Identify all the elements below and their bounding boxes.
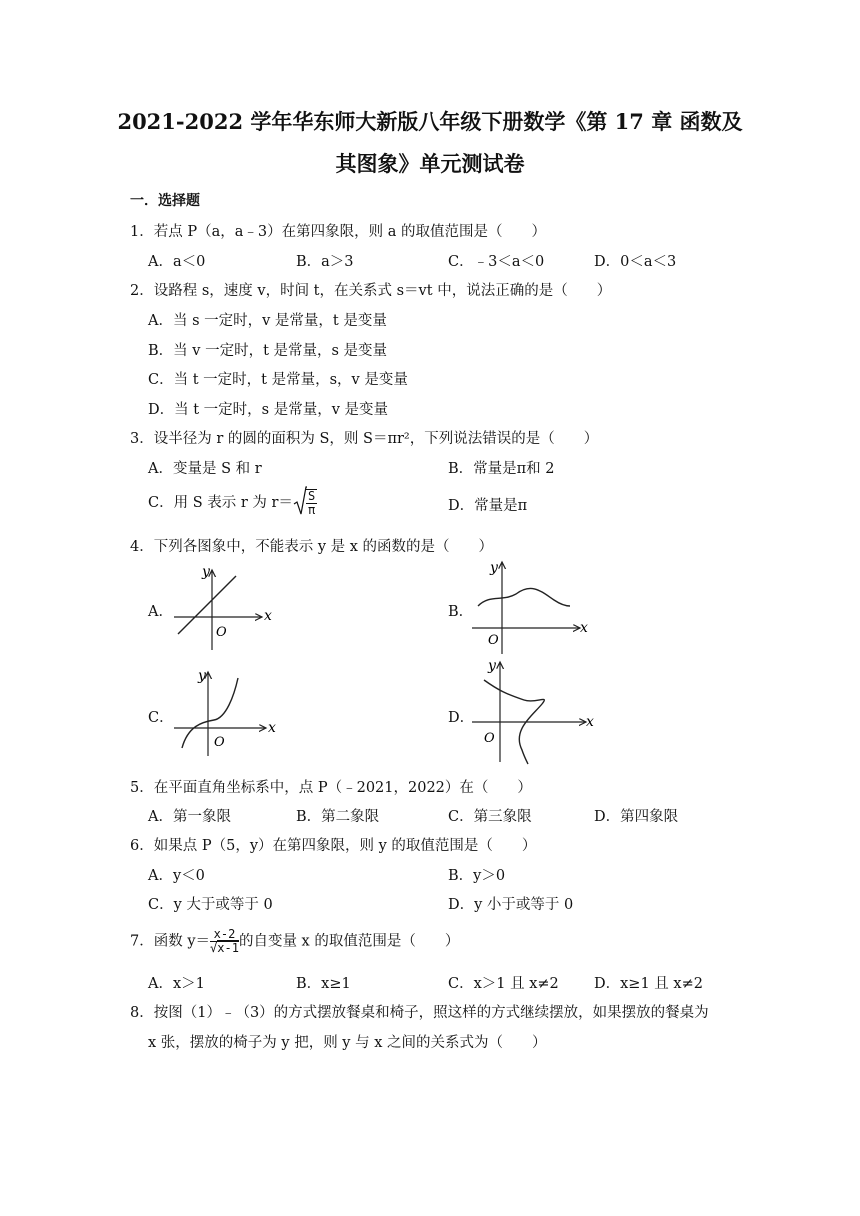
graph-c [170,666,280,758]
question-6-stem: 6．如果点 P（5，y）在第四象限，则 y 的取值范围是（ ） [130,838,537,854]
origin-label: O [214,735,225,750]
q4-option-b: B． [448,604,474,620]
q7-fraction [210,928,239,955]
graph-a-line [178,576,236,634]
x-axis-label: x [580,620,588,636]
q6-option-d: D．y 小于或等于 0 [448,897,574,913]
q4-option-a: A． [148,604,173,620]
q3-fraction-numerator: S [307,489,316,503]
graph-d [470,656,595,766]
graph-b [470,556,590,656]
x-axis-label: x [268,720,276,736]
question-3-stem: 3．设半径为 r 的圆的面积为 S，则 S＝πr²，下列说法错误的是（ ） [130,431,599,447]
q7-radicand: x-1 [217,941,239,955]
q1-option-a: A．a＜0 [148,254,206,270]
x-axis-label: x [264,608,272,624]
q3-option-b: B．常量是π和 2 [448,461,555,477]
question-4-stem: 4．下列各图象中，不能表示 y 是 x 的函数的是（ ） [130,539,494,555]
origin-label: O [216,625,227,640]
q5-option-a: A．第一象限 [148,809,231,825]
q1-option-d: D．0＜a＜3 [594,254,677,270]
q4-option-c: C． [148,710,174,726]
q7-option-b: B．x≥1 [296,976,351,992]
q1-option-c: C．﹣3＜a＜0 [448,254,545,270]
q6-option-c: C．y 大于或等于 0 [148,897,273,913]
q7-fraction-denominator: √x-1 [210,941,239,955]
graph-c-curve [182,678,238,748]
q7-fraction-numerator: x-2 [210,928,239,942]
q2-option-b: B．当 v 一定时，t 是常量，s 是变量 [148,343,388,359]
q2-option-c: C．当 t 一定时，t 是常量，s，v 是变量 [148,372,408,388]
q7-option-c: C．x＞1 且 x≠2 [448,976,559,992]
q3-fraction [306,489,317,517]
question-8-stem-line1: 8．按图（1）﹣（3）的方式摆放餐桌和椅子，照这样的方式继续摆放，如果摆放的餐桌为 [130,1005,709,1021]
y-axis-label: y [490,560,498,576]
q7-stem-post: 的自变量 x 的取值范围是（ ） [238,933,460,950]
question-7-stem [130,928,459,955]
q5-option-c: C．第三象限 [448,809,532,825]
section-heading: 一．选择题 [130,193,200,209]
q7-option-d: D．x≥1 且 x≠2 [594,976,703,992]
q7-option-a: A．x＞1 [148,976,205,992]
question-8-stem-line2: x 张，摆放的椅子为 y 把，则 y 与 x 之间的关系式为（ ） [148,1035,547,1051]
graph-b-curve [478,588,570,606]
q3-option-c-text: C．用 S 表示 r 为 r＝ [148,495,293,511]
q3-fraction-denominator: π [307,503,316,517]
q4-option-d: D． [448,710,475,726]
y-axis-label: y [202,564,210,580]
q5-option-b: B．第二象限 [296,809,380,825]
q1-option-b: B．a＞3 [296,254,354,270]
q6-option-a: A．y＜0 [148,868,205,884]
q2-option-d: D．当 t 一定时，s 是常量，v 是变量 [148,402,389,418]
question-5-stem: 5．在平面直角坐标系中，点 P（﹣2021，2022）在（ ） [130,780,532,796]
document-title-line2: 其图象》单元测试卷 [335,151,525,176]
origin-label: O [484,731,495,746]
origin-label: O [488,633,499,648]
y-axis-label: y [488,658,496,674]
y-axis-label: y [198,668,206,684]
document-title-line1: 2021-2022 学年华东师大新版八年级下册数学《第 17 章 函数及 [117,109,743,134]
question-1-stem: 1．若点 P（a，a﹣3）在第四象限，则 a 的取值范围是（ ） [130,224,546,240]
sqrt-sign [293,486,307,520]
q5-option-d: D．第四象限 [594,809,679,825]
q6-option-b: B．y＞0 [448,868,506,884]
question-2-stem: 2．设路程 s，速度 v，时间 t，在关系式 s＝vt 中，说法正确的是（ ） [130,283,612,299]
q3-option-d: D．常量是π [448,498,528,514]
q3-option-c [148,486,317,520]
x-axis-label: x [586,714,594,730]
q2-option-a: A．当 s 一定时，v 是常量，t 是变量 [148,313,387,329]
q3-option-a: A．变量是 S 和 r [148,461,262,477]
q7-stem-pre: 7．函数 y＝ [130,933,211,950]
graph-a [170,562,280,652]
